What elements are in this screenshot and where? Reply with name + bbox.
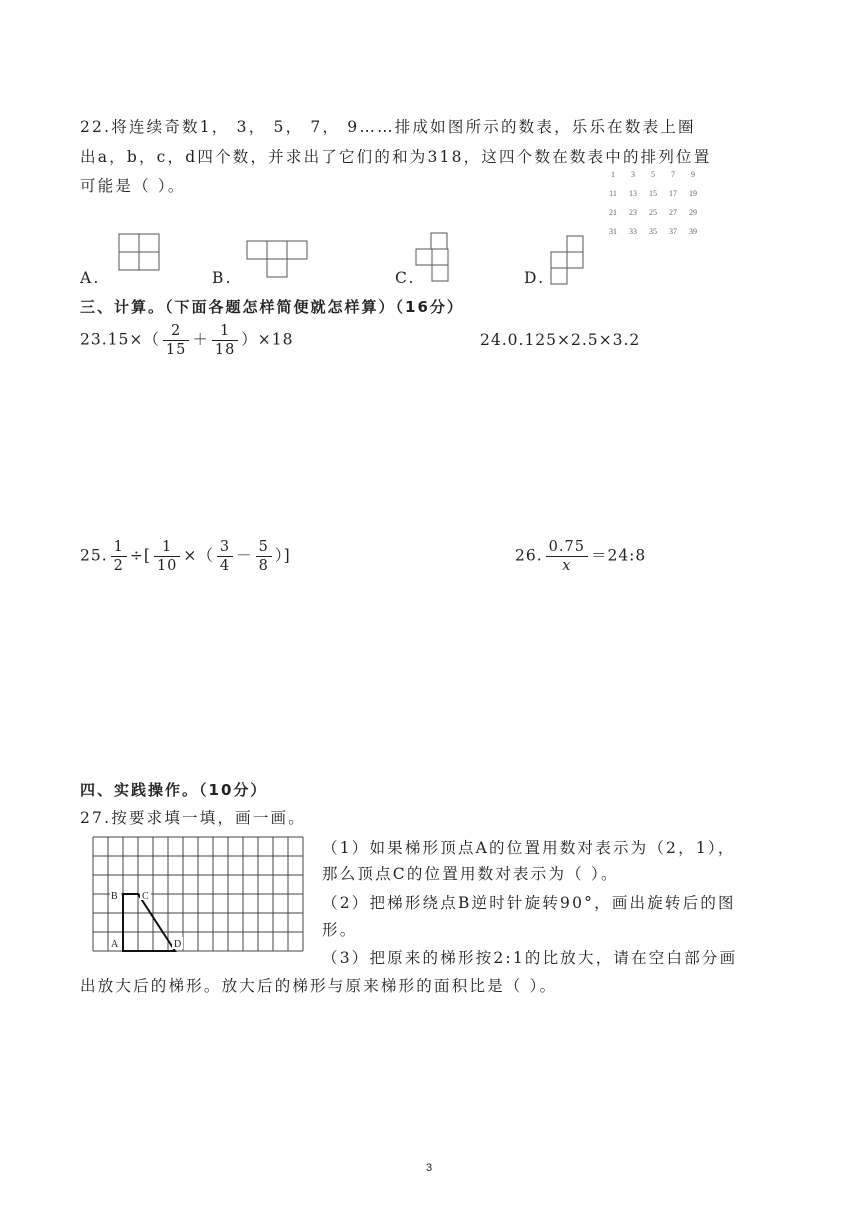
denominator: 2 [113,558,124,574]
q24-expression: 24.0.125×2.5×3.2 [480,331,641,349]
option-c-shape [415,232,457,290]
table-cell: 29 [689,208,697,217]
divide-sign: ÷[ [129,546,151,565]
denominator: 10 [156,558,178,574]
fraction [163,322,189,359]
table-cell: 27 [669,208,677,217]
vertex-b-label: B [111,891,118,902]
table-row [603,165,703,184]
times-sign: ×（ [183,546,214,565]
q26-prefix: 26. [515,546,543,565]
q25-suffix: ）] [274,546,291,565]
q27-part2-line2: 形。 [322,921,358,939]
trapezoid-shape [123,894,175,951]
denominator: 8 [258,558,269,574]
q23-prefix: 23.15×（ [80,330,160,349]
fraction [212,322,238,359]
table-row [603,184,703,203]
q23-suffix: ）×18 [241,330,294,349]
section3-title: 三、计算。（下面各题怎样简便就怎样算）（16分） [80,298,464,316]
table-cell: 3 [631,170,635,179]
table-cell: 33 [629,227,637,236]
fraction [217,538,233,575]
numerator: 1 [154,538,180,557]
table-cell: 9 [691,170,695,179]
q27-part1-line2: 那么顶点C的位置用数对表示为（ ）。 [322,865,619,883]
table-cell: 35 [649,227,657,236]
table-row [603,203,703,222]
q23-expression [80,322,294,359]
table-cell: 11 [609,189,617,198]
vertex-c-label: C [142,891,149,902]
fraction [154,538,180,575]
option-a-shape [118,233,160,273]
denominator: 4 [219,558,231,574]
table-cell: 7 [671,170,675,179]
plus-sign: ＋ [192,330,209,349]
page-number: 3 [426,1162,433,1174]
table-cell: 31 [609,227,617,236]
numerator: 2 [163,322,189,341]
section4-title: 四、实践操作。（10分） [80,781,268,799]
q27-part3-line2: 出放大后的梯形。放大后的梯形与原来梯形的面积比是（ ）。 [80,977,558,995]
fraction [256,538,272,575]
option-d-label[interactable]: D. [524,269,546,287]
q25-prefix: 25. [80,546,108,565]
trapezoid-grid[interactable] [92,836,304,954]
minus-sign: － [236,546,253,565]
q25-expression [80,538,291,575]
table-cell: 1 [611,170,615,179]
numerator: 1 [212,322,238,341]
numerator: 5 [256,538,272,557]
table-cell: 21 [609,208,617,217]
q27-part2-line1: （2）把梯形绕点B逆时针旋转90°，画出旋转后的图 [322,894,736,912]
table-cell: 17 [669,189,677,198]
denominator: 15 [165,342,187,358]
option-b-label[interactable]: B. [212,269,233,287]
table-cell: 25 [649,208,657,217]
odd-number-table [603,165,703,241]
q26-suffix: ＝24:8 [590,546,647,565]
option-d-shape [550,235,592,291]
q22-line2: 出a，b，c，d四个数，并求出了它们的和为318，这四个数在数表中的排列位置 [80,148,712,166]
q22-line1: 22.将连续奇数1， 3， 5， 7， 9……排成如图所示的数表，乐乐在数表上圈 [80,118,696,136]
q27-part3-line1: （3）把原来的梯形按2:1的比放大，请在空白部分画 [322,949,738,967]
numerator: 1 [111,538,127,557]
option-b-shape [246,240,308,280]
q22-line3: 可能是（ ）。 [80,177,186,195]
denominator: 18 [214,342,236,358]
table-cell: 13 [629,189,637,198]
table-cell: 19 [689,189,697,198]
numerator: 0.75 [546,538,588,557]
fraction [546,538,588,575]
table-row [603,222,703,241]
table-cell: 23 [629,208,637,217]
table-cell: 15 [649,189,657,198]
numerator: 3 [217,538,233,557]
fraction [111,538,127,575]
table-cell: 39 [689,227,697,236]
table-cell: 5 [651,170,655,179]
vertex-d-label: D [174,939,182,950]
vertex-a-label: A [111,939,119,950]
q27-part1-line1: （1）如果梯形顶点A的位置用数对表示为（2，1）， [322,839,736,857]
q27-intro: 27.按要求填一填，画一画。 [80,809,306,827]
denominator: x [562,558,572,574]
table-cell: 37 [669,227,677,236]
q26-expression [515,538,646,575]
option-c-label[interactable]: C. [395,269,416,287]
option-a-label[interactable]: A. [80,269,101,287]
